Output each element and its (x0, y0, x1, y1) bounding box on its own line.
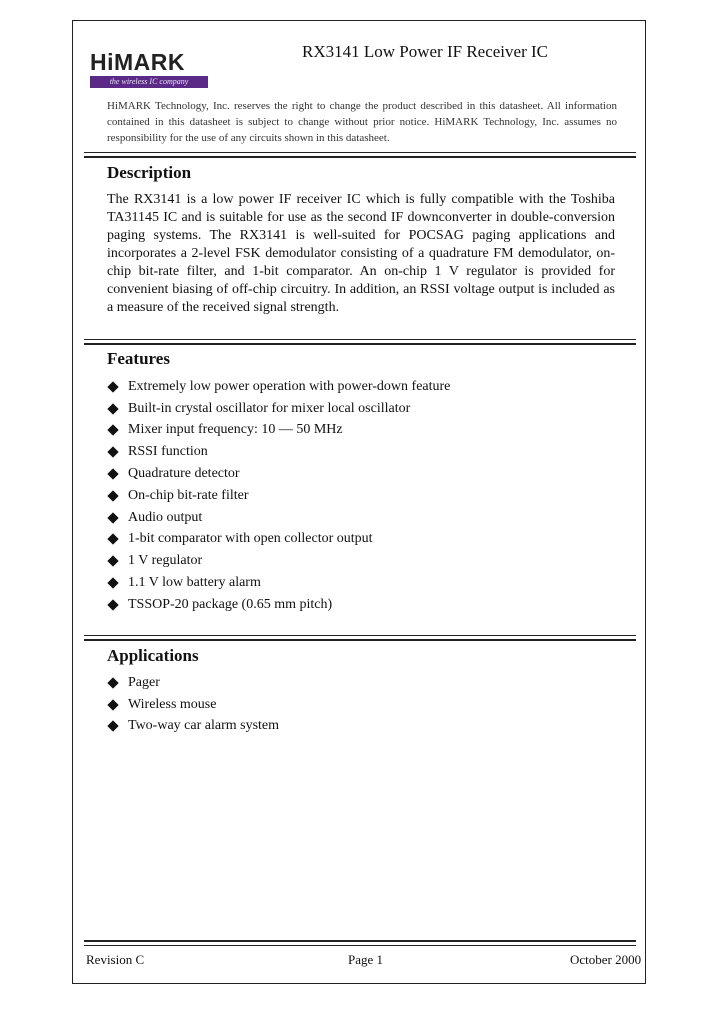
list-item: 1.1 V low battery alarm (107, 572, 450, 594)
description-text: The RX3141 is a low power IF receiver IC which is fully compatible with the Toshiba TA31145 IC and is suitable for use as the second IF downconverter in double-conversion paging systems. The RX3141 is well-suited for POCSAG paging applications and incorporates a 2-level FSK demodulator consisting of a quadrature FM demodulator, on-chip bit-rate filter, and 1-bit comparator. An on-chip 1 V regulator is provided for convenient biasing of off-chip circuitry. In addition, an RSSI voltage output is included as a measure of the received signal strength. (107, 192, 615, 315)
list-item: Quadrature detector (107, 463, 450, 485)
list-item: Audio output (107, 507, 450, 529)
section-divider (84, 339, 636, 345)
list-item: Mixer input frequency: 10 — 50 MHz (107, 420, 450, 442)
bullet-diamond-icon (107, 425, 118, 436)
bullet-diamond-icon (107, 468, 118, 479)
logo-brand: HiMARK (90, 49, 185, 75)
bullet-diamond-icon (107, 381, 118, 392)
features-heading: Features (107, 349, 170, 368)
bullet-diamond-icon (107, 490, 118, 501)
description-heading: Description (107, 163, 192, 182)
company-logo (90, 50, 208, 88)
bullet-diamond-icon (107, 599, 118, 610)
bullet-diamond-icon (107, 577, 118, 588)
footer-date: October 2000 (570, 952, 642, 967)
list-item: Pager (107, 672, 279, 694)
list-item: TSSOP-20 package (0.65 mm pitch) (107, 594, 450, 616)
list-item: 1-bit comparator with open collector output (107, 529, 450, 551)
applications-heading: Applications (107, 646, 199, 665)
logo-tagline: the wireless IC company (90, 76, 208, 88)
list-item: Built-in crystal oscillator for mixer local oscillator (107, 398, 450, 420)
list-item: RSSI function (107, 441, 450, 463)
bullet-diamond-icon (107, 403, 118, 414)
footer-revision: Revision C (86, 952, 145, 967)
section-divider (84, 635, 636, 641)
list-item: Two-way car alarm system (107, 716, 279, 738)
bullet-diamond-icon (107, 721, 118, 732)
bullet-diamond-icon (107, 447, 118, 458)
list-item: Extremely low power operation with power-down feature (107, 376, 450, 398)
bullet-diamond-icon (107, 677, 118, 688)
section-divider (84, 152, 636, 158)
footer-page-number: Page 1 (348, 952, 384, 967)
footer-divider (84, 940, 636, 946)
features-list (107, 376, 450, 616)
list-item: Wireless mouse (107, 694, 279, 716)
disclaimer-notice: HiMARK Technology, Inc. reserves the right to change the product described in this datasheet. All information contained in this datasheet is subject to change without prior notice. HiMARK Technology, Inc. assumes no responsibility for the use of any circuits shown in this datasheet. (107, 100, 617, 144)
list-item: On-chip bit-rate filter (107, 485, 450, 507)
bullet-diamond-icon (107, 556, 118, 567)
bullet-diamond-icon (107, 512, 118, 523)
bullet-diamond-icon (107, 534, 118, 545)
applications-list (107, 672, 279, 737)
bullet-diamond-icon (107, 699, 118, 710)
list-item: 1 V regulator (107, 550, 450, 572)
document-title: RX3141 Low Power IF Receiver IC (302, 42, 548, 61)
